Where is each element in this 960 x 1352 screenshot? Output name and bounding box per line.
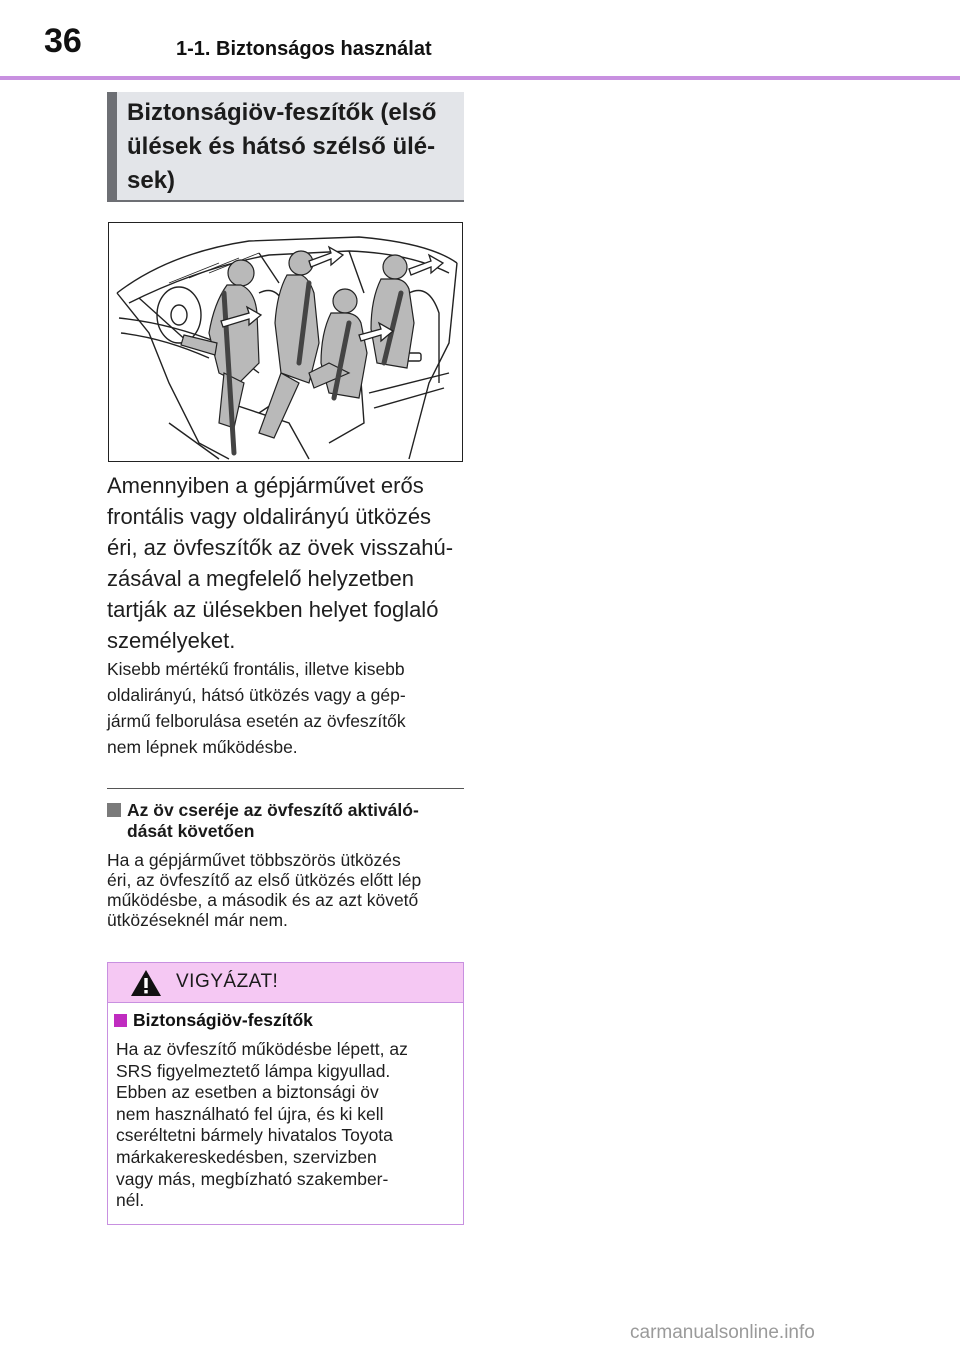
intro-paragraph: [107, 470, 467, 656]
paragraph-line: személyeket.: [107, 628, 236, 653]
note-paragraph: [107, 656, 467, 760]
paragraph-line: oldalirányú, hátsó ütközés vagy a gép-: [107, 685, 406, 705]
warning-header: [108, 963, 463, 1003]
paragraph-line: Amennyiben a gépjárművet erős: [107, 473, 424, 498]
paragraph-line: Kisebb mértékű frontális, illetve kisebb: [107, 659, 405, 679]
paragraph-line: zásával a megfelelő helyzetben: [107, 566, 414, 591]
paragraph-line: vagy más, megbízható szakember-: [116, 1168, 389, 1189]
subsection-body: [107, 850, 467, 930]
page-number: 36: [44, 22, 82, 60]
square-bullet-icon: [107, 803, 121, 817]
paragraph-line: tartják az ülésekben helyet foglaló: [107, 597, 439, 622]
square-bullet-icon: [114, 1014, 127, 1027]
topic-title-line: ülések és hátsó szélső ülé-: [127, 133, 436, 160]
watermark: carmanualsonline.info: [630, 1322, 815, 1343]
car-interior-seatbelt-illustration: [109, 223, 461, 460]
paragraph-line: nél.: [116, 1190, 145, 1211]
section-divider: [107, 788, 464, 789]
paragraph-line: nem használható fel újra, és ki kell: [116, 1103, 384, 1124]
paragraph-line: SRS figyelmeztető lámpa kigyullad.: [116, 1060, 391, 1081]
paragraph-line: ütközéseknél már nem.: [107, 910, 288, 930]
subsection-heading-line: dását követően: [127, 821, 255, 841]
page-header: [0, 0, 960, 80]
paragraph-line: márkakereskedésben, szervizben: [116, 1146, 377, 1167]
warning-subheading: Biztonságiöv-feszítők: [133, 1010, 313, 1030]
topic-title-box: [107, 92, 464, 202]
paragraph-line: Ebben az esetben a biztonsági öv: [116, 1082, 379, 1103]
warning-triangle-icon: [130, 969, 162, 997]
paragraph-line: nem lépnek működésbe.: [107, 737, 298, 757]
paragraph-line: cseréltetni bármely hivatalos Toyota: [116, 1125, 393, 1146]
warning-title: VIGYÁZAT!: [176, 971, 279, 992]
paragraph-line: működésbe, a második és az azt követő: [107, 890, 419, 910]
section-title: 1-1. Biztonságos használat: [176, 38, 432, 60]
paragraph-line: éri, az övfeszítők az övek visszahú-: [107, 535, 454, 560]
paragraph-line: Ha a gépjárművet többszörös ütközés: [107, 850, 401, 870]
paragraph-line: jármű felborulása esetén az övfeszítők: [107, 711, 406, 731]
topic-title-line: Biztonságiöv-feszítők (első: [127, 99, 437, 126]
paragraph-line: frontális vagy oldalirányú ütközés: [107, 504, 432, 529]
paragraph-line: éri, az övfeszítő az első ütközés előtt lép: [107, 870, 422, 890]
seatbelt-illustration: [108, 222, 463, 462]
topic-title-line: sek): [127, 167, 176, 194]
warning-box: [107, 962, 464, 1225]
paragraph-line: Ha az övfeszítő működésbe lépett, az: [116, 1039, 408, 1059]
header-rule: [0, 76, 960, 80]
subsection-heading-line: Az öv cseréje az övfeszítő aktiváló-: [127, 800, 419, 820]
warning-body: [116, 1039, 461, 1212]
